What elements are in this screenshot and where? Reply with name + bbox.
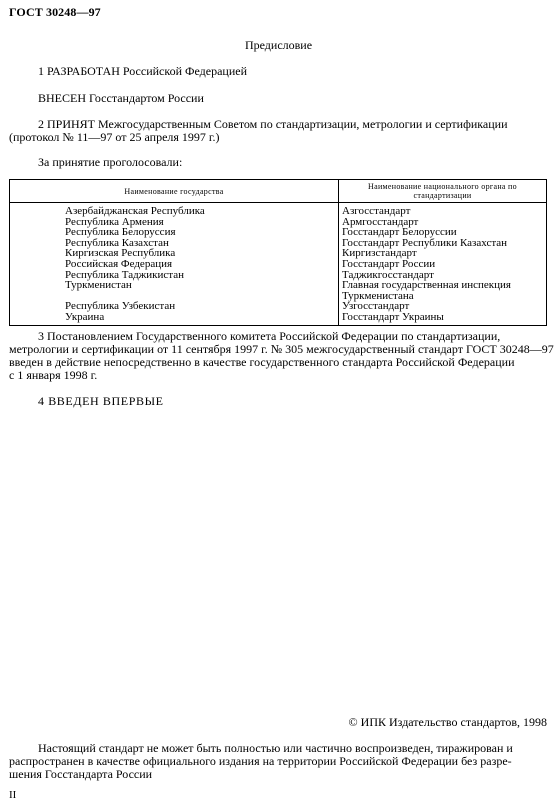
section-3-line-1: 3 Постановлением Государственного комитета Российской Федерации по стандартизации,	[38, 329, 501, 343]
state-name: Республика Узбекистан	[10, 301, 339, 312]
page-title: Предисловие	[244, 38, 313, 52]
state-name: Республика Белоруссия	[10, 227, 339, 238]
state-name: Республика Армения	[10, 217, 339, 228]
state-name: Туркменистан	[10, 280, 339, 301]
standards-body: Госстандарт Белоруссии	[339, 227, 547, 238]
state-name: Украина	[10, 312, 339, 325]
standards-body: Армгосстандарт	[339, 217, 547, 228]
section-1: 1 РАЗРАБОТАН Российской Федерацией	[38, 64, 247, 78]
footer-line-1: Настоящий стандарт не может быть полностью или частично воспроизведен, тиражирован и	[38, 741, 513, 755]
footer-line-2: распространен в качестве официального издания на территории Российской Федерации без разре-	[9, 754, 512, 768]
table-header-row	[10, 180, 547, 203]
table-row	[10, 203, 547, 217]
footer-line-3: шения Госстандарта России	[9, 767, 153, 781]
standards-body: Главная государственная инспекция Туркменистана	[339, 280, 547, 301]
standards-body: Госстандарт Республики Казахстан	[339, 238, 547, 249]
document-code: ГОСТ 30248—97	[9, 5, 101, 19]
voting-table	[9, 179, 547, 326]
voted-label: За принятие проголосовали:	[38, 155, 183, 169]
state-name: Республика Таджикистан	[10, 270, 339, 281]
state-name: Российская Федерация	[10, 259, 339, 270]
table-row	[10, 259, 547, 270]
section-1-submitted: ВНЕСЕН Госстандартом России	[38, 91, 204, 105]
standards-body: Киргизстандарт	[339, 248, 547, 259]
table-row	[10, 312, 547, 325]
state-name: Республика Казахстан	[10, 238, 339, 249]
section-3-line-2: метрологии и сертификации от 11 сентября 1997 г. № 305 межгосударственный стандарт ГОСТ 30248—97	[9, 342, 554, 356]
section-2-line-2: (протокол № 11—97 от 25 апреля 1997 г.)	[9, 130, 220, 144]
col-state-header: Наименование государства	[10, 180, 339, 203]
standards-body: Таджикгосстандарт	[339, 270, 547, 281]
section-3-line-3: введен в действие непосредственно в качестве государственного стандарта Российской Федерации	[9, 355, 515, 369]
col-body-header: Наименование национального органа по стандартизации	[339, 180, 547, 203]
copyright-notice: © ИПК Издательство стандартов, 1998	[348, 715, 547, 729]
standards-body: Госстандарт Украины	[339, 312, 547, 325]
section-3-line-4: с 1 января 1998 г.	[9, 368, 98, 382]
table-row	[10, 280, 547, 301]
section-4: 4 ВВЕДЕН ВПЕРВЫЕ	[38, 394, 164, 408]
section-2-line-1: 2 ПРИНЯТ Межгосударственным Советом по стандартизации, метрологии и сертификации	[38, 117, 508, 131]
standards-body: Узгосстандарт	[339, 301, 547, 312]
state-name: Киргизская Республика	[10, 248, 339, 259]
page-number: II	[9, 789, 17, 801]
state-name: Азербайджанская Республика	[10, 203, 339, 217]
standards-body: Госстандарт России	[339, 259, 547, 270]
standards-body: Азгосстандарт	[339, 203, 547, 217]
